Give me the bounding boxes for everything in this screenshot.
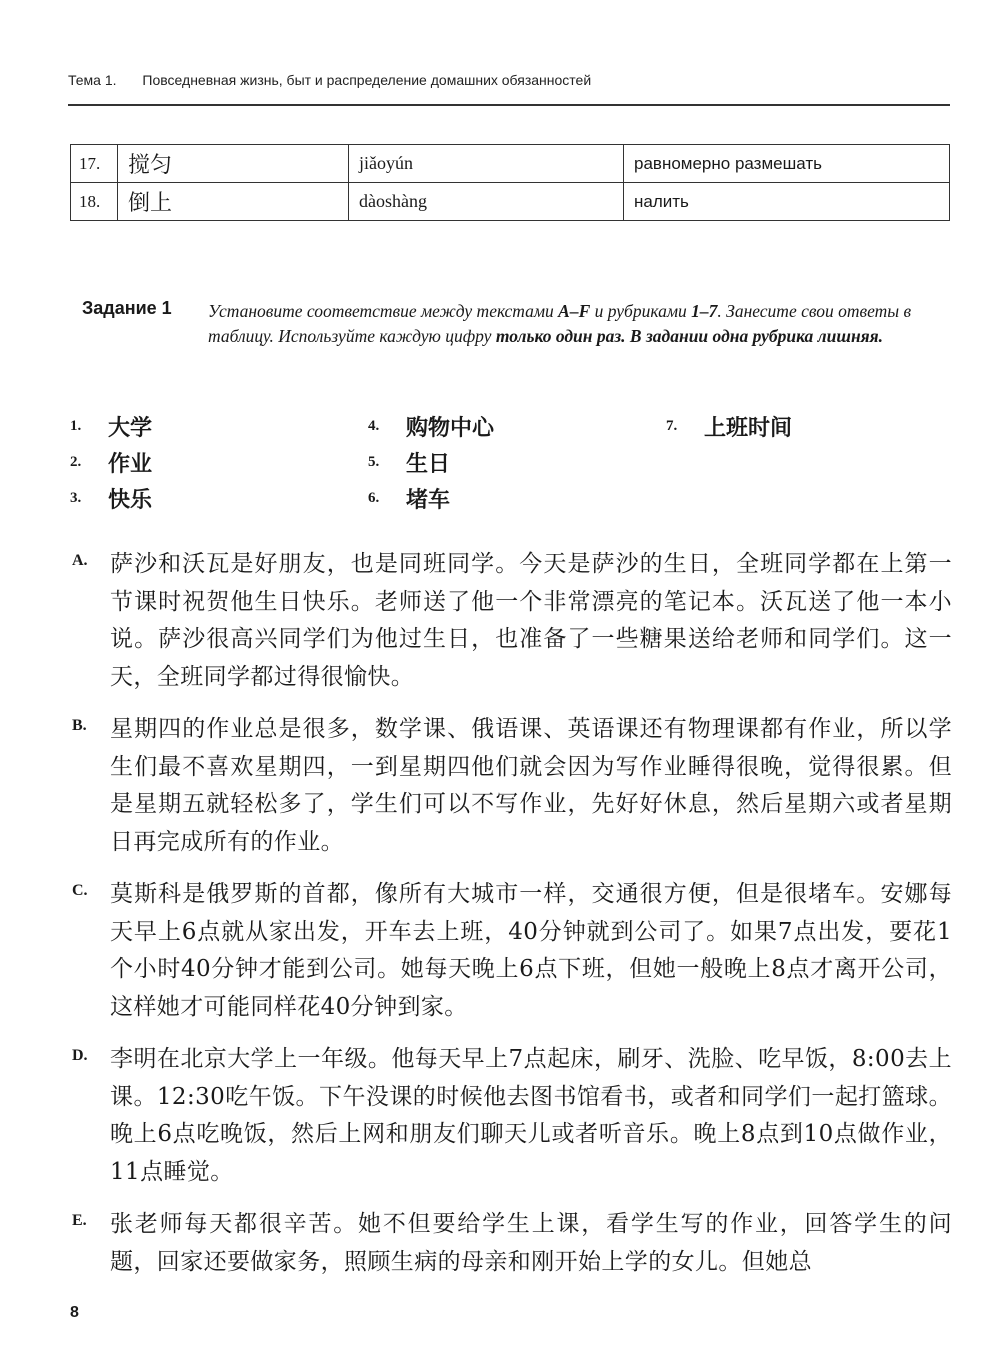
passage-text: 莫斯科是俄罗斯的首都，像所有大城市一样，交通很方便，但是很堵车。安娜每天早上6点就从家出发，开车去上班，40分钟就到公司了。如果7点出发，要花1个小时40分钟才能到公司。她每天晚上6点下班，但她一般晚上8点才离开公司，这样她才可能同样花40分钟到家。 <box>110 881 952 1020</box>
rubric-text: 堵车 <box>406 486 451 513</box>
passage-text: 星期四的作业总是很多，数学课、俄语课、英语课还有物理课都有作业，所以学生们最不喜欢星期四，一到星期四他们就会因为写作业睡得很晚，觉得很累。但是星期五就轻松多了，学生们可以不写作业，先好好休息，然后星期六或者星期日再完成所有的作业。 <box>110 716 952 855</box>
rubric-text: 作业 <box>108 450 153 477</box>
translation-cell: равномерно размешать <box>624 145 950 183</box>
passage-e <box>72 1206 952 1281</box>
passage-text: 张老师每天都很辛苦。她不但要给学生上课，看学生写的作业，回答学生的问题，回家还要做家务，照顾生病的母亲和刚开始上学的女儿。但她总 <box>110 1211 952 1275</box>
rubric-number: 6. <box>368 489 380 506</box>
header-topic: Тема 1. <box>68 72 117 88</box>
rubric-text: 生日 <box>406 450 451 477</box>
rubric-text: 大学 <box>108 414 153 441</box>
rubric-item <box>368 444 450 480</box>
rubric-item <box>70 408 152 444</box>
passage-c <box>72 876 952 1026</box>
rubric-number: 1. <box>70 417 82 434</box>
rubric-number: 3. <box>70 489 82 506</box>
passage-label: C. <box>72 882 88 899</box>
rubric-item <box>368 480 450 516</box>
rubric-text: 上班时间 <box>704 414 793 441</box>
pinyin-cell: dàoshàng <box>349 183 624 221</box>
rubric-item <box>368 408 494 444</box>
translation-cell: налить <box>624 183 950 221</box>
passage-text: 萨沙和沃瓦是好朋友，也是同班同学。今天是萨沙的生日，全班同学都在上第一节课时祝贺他生日快乐。老师送了他一个非常漂亮的笔记本。沃瓦送了他一本小说。萨沙很高兴同学们为他过生日，也准备了一些糖果送给老师和同学们。这一天，全班同学都过得很愉快。 <box>110 551 952 690</box>
instruction-bold: только один раз. В задании одна рубрика лишняя. <box>495 326 884 346</box>
rubric-list <box>70 408 950 518</box>
instruction-bold: 1–7 <box>691 301 718 321</box>
passage-a <box>72 546 952 696</box>
row-number: 18. <box>71 183 118 221</box>
passage-b <box>72 711 952 861</box>
passage-text: 李明在北京大学上一年级。他每天早上7点起床，刷牙、洗脸、吃早饭，8:00去上课。12:30吃午饭。下午没课的时候他去图书馆看书，或者和同学们一起打篮球。晚上6点吃晚饭，然后上网和朋友们聊天儿或者听音乐。晚上8点到10点做作业，11点睡觉。 <box>110 1046 952 1185</box>
passage-label: A. <box>72 552 88 569</box>
rubric-item <box>666 408 792 444</box>
page-number: 8 <box>70 1304 79 1321</box>
pinyin-cell: jiǎoyún <box>349 145 624 183</box>
table-row <box>71 183 950 221</box>
passage-label: B. <box>72 717 87 734</box>
header-title: Повседневная жизнь, быт и распределение домашних обязанностей <box>142 72 592 88</box>
vocabulary-table <box>70 144 950 221</box>
hanzi-cell: 倒上 <box>118 183 349 221</box>
rubric-item <box>70 480 152 516</box>
passage-label: E. <box>72 1212 87 1229</box>
rubric-number: 5. <box>368 453 380 470</box>
running-header <box>68 72 950 88</box>
instruction-text: . Занесите свои ответы в таблицу. Используйте каждую цифру <box>208 301 912 346</box>
instruction-bold: A–F <box>558 301 591 321</box>
instruction-text: Установите соответствие между текстами <box>208 301 559 321</box>
rubric-number: 4. <box>368 417 380 434</box>
header-divider <box>68 104 950 106</box>
rubric-item <box>70 444 152 480</box>
rubric-number: 2. <box>70 453 82 470</box>
instruction-text: и рубриками <box>590 301 692 321</box>
rubric-text: 购物中心 <box>406 414 495 441</box>
rubric-number: 7. <box>666 417 678 434</box>
table-row <box>71 145 950 183</box>
passage-d <box>72 1041 952 1191</box>
task-instructions <box>208 299 948 349</box>
hanzi-cell: 搅匀 <box>118 145 349 183</box>
passage-label: D. <box>72 1047 88 1064</box>
row-number: 17. <box>71 145 118 183</box>
task-label: Задание 1 <box>82 298 172 318</box>
rubric-text: 快乐 <box>108 486 153 513</box>
